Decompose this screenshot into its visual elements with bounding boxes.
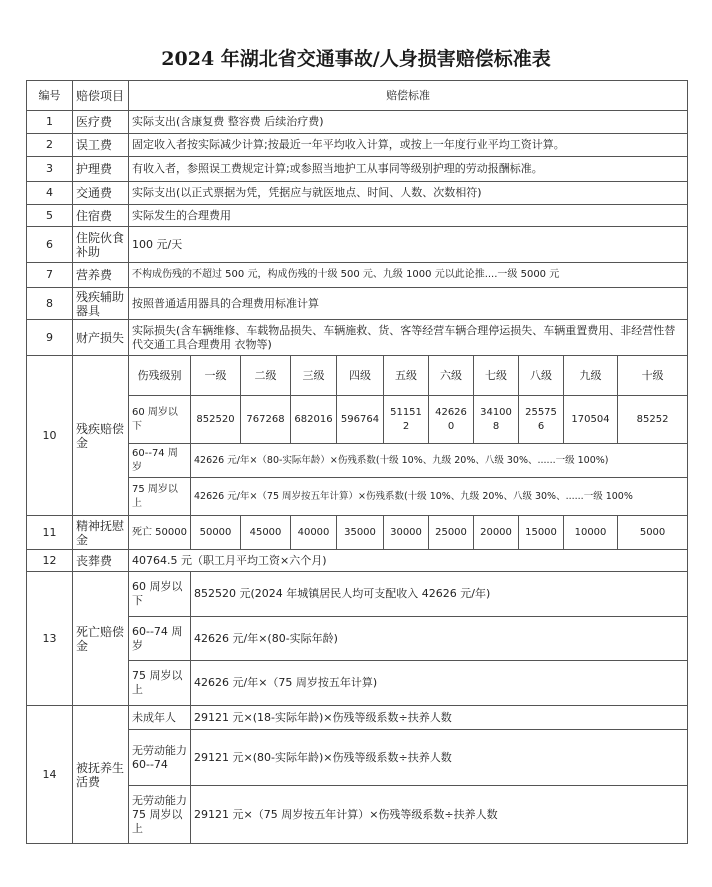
table-row: [27, 134, 688, 157]
table-row: [27, 227, 688, 263]
row-item: 护理费: [73, 157, 129, 182]
age-label: 75 周岁以上: [129, 478, 191, 516]
header-item: 赔偿项目: [73, 81, 129, 111]
row-standard: 实际发生的合理费用: [129, 205, 688, 227]
row-standard: 实际支出(含康复费 整容费 后续治疗费): [129, 111, 688, 134]
age-label: 60 周岁以下: [129, 572, 191, 617]
row-no: 2: [27, 134, 73, 157]
amount-cell: 35000: [337, 516, 384, 550]
table-row: [27, 111, 688, 134]
row-standard: 实际损失(含车辆维修、车载物品损失、车辆施救、货、客等经营车辆合理停运损失、车辆重置费用、非经营性替代交通工具合理费用 衣物等): [129, 320, 688, 356]
table-row: [27, 263, 688, 288]
row-no: 12: [27, 550, 73, 572]
mental-row: [27, 516, 688, 550]
amount-cell: 15000: [519, 516, 564, 550]
grade-cell: 四级: [337, 356, 384, 396]
row-no: 3: [27, 157, 73, 182]
header-standard: 赔偿标准: [129, 81, 688, 111]
row-item: 营养费: [73, 263, 129, 288]
row-item: 精神抚慰金: [73, 516, 129, 550]
row-item: 死亡赔偿金: [73, 572, 129, 706]
amount-cell: 40000: [291, 516, 337, 550]
formula-cell: 42626 元/年×（75 周岁按五年计算): [191, 661, 688, 706]
grade-label: 伤残级别: [129, 356, 191, 396]
grade-cell: 九级: [564, 356, 618, 396]
age-label: 60--74 周岁: [129, 444, 191, 478]
formula-cell: 29121 元×(80-实际年龄)×伤残等级系数÷扶养人数: [191, 730, 688, 786]
row-standard: 不构成伤残的不超过 500 元，构成伤残的十级 500 元、九级 1000 元以此论推....一级 5000 元: [129, 263, 688, 288]
row-standard: 40764.5 元（职工月平均工资×六个月): [129, 550, 688, 572]
age-label: 无劳动能力 75 周岁以上: [129, 786, 191, 844]
grade-cell: 二级: [241, 356, 291, 396]
amount-cell: 10000: [564, 516, 618, 550]
row-no: 14: [27, 706, 73, 844]
row-no: 7: [27, 263, 73, 288]
amount-cell: 50000: [191, 516, 241, 550]
formula-cell: 42626 元/年×(80-实际年龄): [191, 617, 688, 661]
table-row: [27, 320, 688, 356]
row-no: 10: [27, 356, 73, 516]
row-item: 丧葬费: [73, 550, 129, 572]
formula-cell: 29121 元×（75 周岁按五年计算）×伤残等级系数÷扶养人数: [191, 786, 688, 844]
amount-cell: 255756: [519, 396, 564, 444]
amount-cell: 682016: [291, 396, 337, 444]
grade-cell: 一级: [191, 356, 241, 396]
row-item: 住宿费: [73, 205, 129, 227]
death-under60-row: [27, 572, 688, 617]
formula-cell: 42626 元/年×（80-实际年龄）×伤残系数(十级 10%、九级 20%、八级 30%、......一级 100%): [191, 444, 688, 478]
formula-cell: 42626 元/年×（75 周岁按五年计算）×伤残系数(十级 10%、九级 20%、八级 30%、......一级 100%: [191, 478, 688, 516]
age-label: 60--74 周岁: [129, 617, 191, 661]
amount-cell: 20000: [474, 516, 519, 550]
age-label: 60 周岁以下: [129, 396, 191, 444]
amount-cell: 341008: [474, 396, 519, 444]
compensation-table: [26, 80, 688, 844]
amount-cell: 511512: [384, 396, 429, 444]
row-item: 被抚养生活费: [73, 706, 129, 844]
table-row: [27, 157, 688, 182]
row-item: 交通费: [73, 182, 129, 205]
age-label: 无劳动能力 60--74: [129, 730, 191, 786]
row-no: 8: [27, 288, 73, 320]
row-item: 财产损失: [73, 320, 129, 356]
grade-cell: 十级: [618, 356, 688, 396]
row-item: 住院伙食补助: [73, 227, 129, 263]
row-standard: 固定收入者按实际减少计算;按最近一年平均收入计算，或按上一年度行业平均工资计算。: [129, 134, 688, 157]
amount-cell: 596764: [337, 396, 384, 444]
amount-cell: 85252: [618, 396, 688, 444]
row-no: 13: [27, 572, 73, 706]
age-label: 未成年人: [129, 706, 191, 730]
formula-cell: 29121 元×(18-实际年龄)×伤残等级系数÷扶养人数: [191, 706, 688, 730]
row-standard: 有收入者，参照误工费规定计算;或参照当地护工从事同等级别护理的劳动报酬标准。: [129, 157, 688, 182]
amount-cell: 25000: [429, 516, 474, 550]
row-no: 9: [27, 320, 73, 356]
age-label: 75 周岁以上: [129, 661, 191, 706]
amount-cell: 852520: [191, 396, 241, 444]
grade-cell: 五级: [384, 356, 429, 396]
table-row: [27, 550, 688, 572]
amount-cell: 426260: [429, 396, 474, 444]
dependent-minor-row: [27, 706, 688, 730]
table-row: [27, 205, 688, 227]
grade-cell: 七级: [474, 356, 519, 396]
row-item: 误工费: [73, 134, 129, 157]
row-no: 5: [27, 205, 73, 227]
table-row: [27, 182, 688, 205]
row-no: 4: [27, 182, 73, 205]
grade-cell: 六级: [429, 356, 474, 396]
disability-grade-row: [27, 356, 688, 396]
page-title: 2024 年湖北省交通事故/人身损害赔偿标准表: [161, 48, 551, 70]
row-standard: 按照普通适用器具的合理费用标准计算: [129, 288, 688, 320]
amount-cell: 767268: [241, 396, 291, 444]
row-item: 残疾辅助器具: [73, 288, 129, 320]
table-header-row: [27, 81, 688, 111]
amount-cell: 30000: [384, 516, 429, 550]
header-no: 编号: [27, 81, 73, 111]
row-standard: 实际支出(以正式票据为凭，凭据应与就医地点、时间、人数、次数相符): [129, 182, 688, 205]
row-standard: 100 元/天: [129, 227, 688, 263]
grade-cell: 八级: [519, 356, 564, 396]
row-item: 医疗费: [73, 111, 129, 134]
amount-cell: 5000: [618, 516, 688, 550]
table-row: [27, 288, 688, 320]
row-no: 6: [27, 227, 73, 263]
amount-cell: 170504: [564, 396, 618, 444]
row-no: 1: [27, 111, 73, 134]
death-label: 死亡 50000: [129, 516, 191, 550]
row-item: 残疾赔偿金: [73, 356, 129, 516]
amount-cell: 45000: [241, 516, 291, 550]
row-no: 11: [27, 516, 73, 550]
grade-cell: 三级: [291, 356, 337, 396]
formula-cell: 852520 元(2024 年城镇居民人均可支配收入 42626 元/年): [191, 572, 688, 617]
